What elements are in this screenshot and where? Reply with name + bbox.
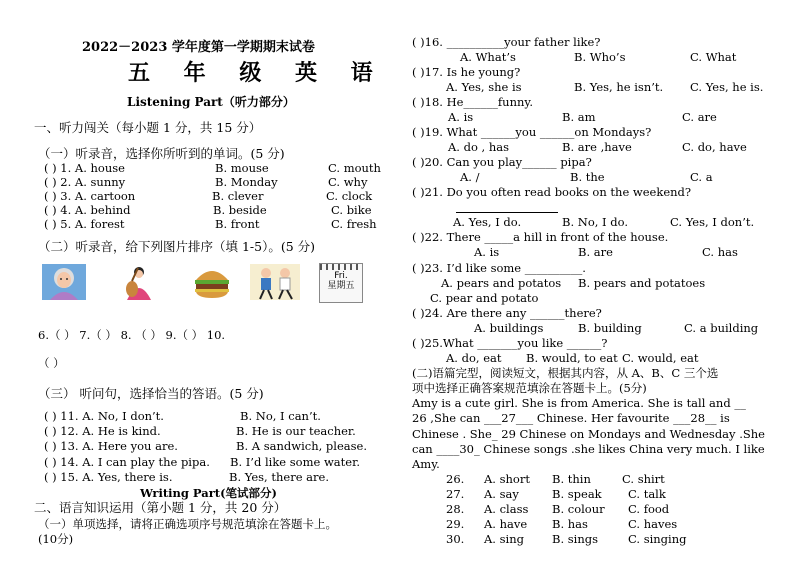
mcq-question: ( )20. Can you play______ pipa? — [412, 155, 592, 169]
mcq-option-c: C. What — [690, 50, 737, 64]
cloze-option-c: C. shirt — [622, 472, 665, 486]
q1-option-c: C. bike — [331, 203, 372, 217]
mcq-option-a: A. do , has — [448, 140, 510, 154]
q3-option-b: B. No, I can’t. — [240, 409, 321, 423]
kung-fu-icon — [250, 264, 300, 300]
mcq-option-b: B. am — [562, 110, 596, 124]
mcq-option-a: A. Yes, she is — [446, 80, 522, 94]
mcq-option-a: A. pears and potatos — [441, 276, 562, 290]
cloze-option-c: C. singing — [628, 532, 687, 546]
mcq-option-c: C. a building — [684, 321, 759, 335]
cloze-passage-line: Chinese . She_ 29 Chinese on Mondays and Wednesday .She — [412, 427, 765, 441]
mcq-question: ( )16. __________your father like? — [412, 35, 601, 49]
q3-row: ( ) 15. A. Yes, there is. — [44, 470, 173, 484]
q1-option-c: C. mouth — [328, 161, 381, 175]
mcq-option-a: A. is — [474, 245, 500, 259]
mcq-question: ( )18. He______funny. — [412, 95, 534, 109]
mcq-option-c: C. has — [702, 245, 738, 259]
cloze-option-a: A. have — [484, 517, 528, 531]
mcq-option-a: A. is — [448, 110, 474, 124]
picture-hamburger — [190, 264, 234, 300]
mcq-option-c: C. do, have — [682, 140, 747, 154]
cloze-passage-line: Amy. — [412, 457, 440, 471]
cloze-option-b: B. has — [552, 517, 588, 531]
cloze-instructions: (二)语篇完型，阅读短文，根据其内容，从 A、B、C 三个选 — [412, 366, 719, 380]
q1-option-b: B. Monday — [215, 175, 278, 189]
mcq-option-a: A. buildings — [474, 321, 544, 335]
cloze-option-a: A. short — [484, 472, 530, 486]
q1-row: ( ) 4. A. behind — [44, 203, 131, 217]
mcq-option-c: C. are — [682, 110, 717, 124]
cloze-number: 30. — [446, 532, 465, 546]
section-1-heading: 一、听力闯关（每小题 1 分，共 15 分） — [34, 120, 262, 135]
grade-subject: 五 年 级 英 语 — [128, 60, 386, 86]
mcq-option-c: C. Yes, I don’t. — [670, 215, 755, 229]
calendar-cn-day: 星期五 — [327, 281, 355, 291]
section-2-heading: 二、语言知识运用（第小题 1 分，共 20 分） — [34, 500, 287, 515]
mcq-option-c: C. Yes, he is. — [690, 80, 764, 94]
picture-pipa-player — [115, 264, 159, 300]
cloze-passage-line: Amy is a cute girl. She is from America. She is tall and __ — [412, 396, 746, 410]
calendar-rings — [320, 264, 362, 270]
cloze-number: 26. — [446, 472, 465, 486]
part-2-heading: （二）听录音，给下列图片排序（填 1-5）。(5 分) — [38, 239, 316, 254]
mcq-option-c: C. a — [690, 170, 713, 184]
picture-order-blank-10: （ ） — [38, 356, 65, 370]
mcq-option-a: A. do, eat — [446, 351, 502, 365]
mcq-option-b: B. No, I do. — [562, 215, 628, 229]
cloze-option-b: B. colour — [552, 502, 605, 516]
q3-option-b: B. I’d like some water. — [230, 455, 360, 469]
q3-option-b: B. A sandwich, please. — [236, 439, 367, 453]
q3-row: ( ) 14. A. I can play the pipa. — [44, 455, 210, 469]
mcq-option-b: B. are — [578, 245, 613, 259]
q1-row: ( ) 2. A. sunny — [44, 175, 126, 189]
mcq-option-c: C. pear and potato — [430, 291, 539, 305]
writing-part-heading: Writing Part(笔试部分) — [140, 486, 277, 500]
cloze-option-a: A. say — [484, 487, 519, 501]
picture-grandmother — [42, 264, 86, 300]
cloze-option-c: C. haves — [628, 517, 678, 531]
mcq-option-a: A. Yes, I do. — [453, 215, 522, 229]
q1-option-b: B. beside — [213, 203, 267, 217]
mcq-option-b: B. Yes, he isn’t. — [574, 80, 664, 94]
mcq-question: ( )21. Do you often read books on the weekend? — [412, 185, 692, 199]
mcq-question: ( )24. Are there any ______there? — [412, 306, 602, 320]
mcq-question: ( )19. What ______you ______on Mondays? — [412, 125, 652, 139]
cloze-option-a: A. class — [484, 502, 529, 516]
single-choice-heading: （一）单项选择，请将正确选项序号规范填涂在答题卡上。 — [38, 517, 337, 531]
mcq-question: ( )23. I’d like some __________. — [412, 261, 586, 275]
cloze-number: 28. — [446, 502, 465, 516]
q3-row: ( ) 12. A. He is kind. — [44, 424, 161, 438]
cloze-option-b: B. thin — [552, 472, 591, 486]
q1-option-b: B. front — [215, 217, 260, 231]
q3-option-b: B. He is our teacher. — [236, 424, 356, 438]
cloze-number: 29. — [446, 517, 465, 531]
listening-part-heading: Listening Part（听力部分） — [127, 95, 295, 109]
mcq-option-a: A. / — [460, 170, 480, 184]
mcq-option-b: B. Who’s — [574, 50, 626, 64]
hamburger-icon — [190, 264, 234, 300]
answer-line — [456, 212, 558, 213]
picture-calendar — [319, 263, 363, 303]
cloze-option-c: C. talk — [628, 487, 666, 501]
q1-option-c: C. fresh — [331, 217, 377, 231]
cloze-option-a: A. sing — [484, 532, 524, 546]
cloze-passage-line: 26 ,She can ___27___ Chinese. Her favourite ___28__ is — [412, 411, 730, 425]
mcq-question: ( )25.What _______you like ______? — [412, 336, 608, 350]
q1-row: ( ) 1. A. house — [44, 161, 125, 175]
mcq-option-b: B. are ,have — [562, 140, 632, 154]
q1-option-b: B. clever — [212, 189, 264, 203]
part-1-heading: （一）听录音，选择你所听到的单词。(5 分) — [38, 146, 285, 161]
mcq-option-c: C. would, eat — [622, 351, 699, 365]
cloze-number: 27. — [446, 487, 465, 501]
cloze-instructions-2: 项中选择正确答案规范填涂在答题卡上。(5分) — [412, 381, 647, 395]
part-3-heading: （三） 听问句，选择恰当的答语。(5 分) — [38, 386, 264, 401]
mcq-question: ( )17. Is he young? — [412, 65, 521, 79]
calendar-day: Fri. — [334, 271, 348, 281]
pipa-player-icon — [115, 264, 159, 300]
q3-row: ( ) 13. A. Here you are. — [44, 439, 178, 453]
cloze-option-b: B. sings — [552, 532, 599, 546]
mcq-option-b: B. building — [578, 321, 642, 335]
exam-title: 2022－2023 学年度第一学期期末试卷 — [82, 40, 315, 55]
mcq-option-b: B. pears and potatoes — [578, 276, 706, 290]
grandmother-icon — [42, 264, 86, 300]
q3-option-b: B. Yes, there are. — [229, 470, 329, 484]
q3-row: ( ) 11. A. No, I don’t. — [44, 409, 164, 423]
cloze-passage-line: can ____30_ Chinese songs .she likes China very much. I like — [412, 442, 765, 456]
q1-option-b: B. mouse — [215, 161, 269, 175]
single-choice-points: (10分) — [38, 532, 74, 546]
mcq-question: ( )22. There _____a hill in front of the house. — [412, 230, 669, 244]
q1-option-c: C. clock — [326, 189, 373, 203]
q1-row: ( ) 3. A. cartoon — [44, 189, 136, 203]
picture-kung-fu — [250, 264, 300, 300]
mcq-option-b: B. the — [570, 170, 605, 184]
cloze-option-b: B. speak — [552, 487, 602, 501]
picture-order-blanks: 6.（ ） 7.（ ） 8. （ ） 9.（ ） 10. — [38, 328, 226, 342]
q1-row: ( ) 5. A. forest — [44, 217, 125, 231]
mcq-option-b: B. would, to eat — [526, 351, 618, 365]
q1-option-c: C. why — [328, 175, 368, 189]
mcq-option-a: A. What’s — [460, 50, 516, 64]
cloze-option-c: C. food — [628, 502, 670, 516]
